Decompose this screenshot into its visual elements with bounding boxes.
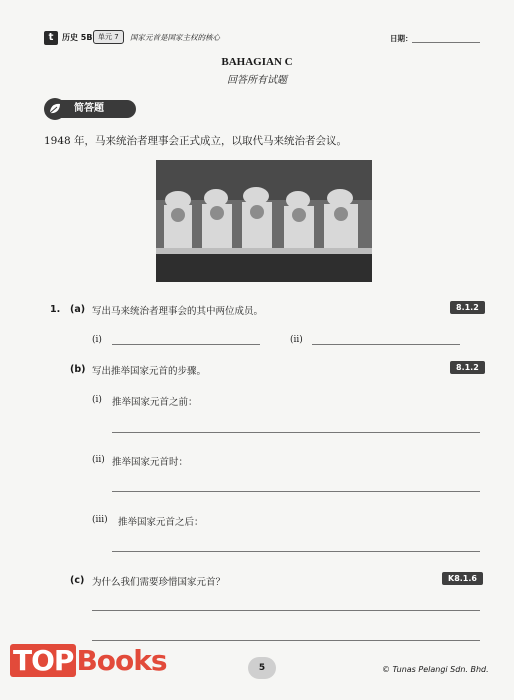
part-b-ii-text: 推举国家元首时： [112, 457, 189, 468]
section-subtitle: 回答所有试题 [227, 75, 287, 86]
page-number: 5 [248, 657, 276, 679]
topbooks-watermark: TOP Books [10, 644, 167, 677]
part-c-answer-line-2[interactable] [92, 640, 480, 641]
date-label: 日期： [390, 34, 413, 43]
unit-badge: 单元 7 [93, 30, 124, 44]
part-a-text: 写出马来统治者理事会的其中两位成员。 [92, 306, 264, 317]
part-b-i-answer-line[interactable] [112, 432, 480, 433]
short-answer-badge [44, 98, 138, 120]
unit-topic: 国家元首是国家主权的核心 [130, 33, 220, 42]
part-a-option-1: (i) [92, 335, 102, 345]
subject-label: 历史 5B [62, 33, 93, 42]
part-c-text: 为什么我们需要珍惜国家元首？ [92, 577, 226, 588]
intro-text: 1948 年，马来统治者理事会正式成立，以取代马来统治者会议。 [44, 135, 348, 147]
part-b-i-text: 推举国家元首之前： [112, 397, 198, 408]
part-b-iii-answer-line[interactable] [112, 551, 480, 552]
part-a-answer-line-1[interactable] [112, 344, 260, 345]
part-a-label: (a) [70, 304, 86, 315]
part-b-ii-label: (ii) [92, 455, 105, 465]
part-b-text: 写出推举国家元首的步骤。 [92, 366, 207, 377]
part-b-ii-answer-line[interactable] [112, 491, 480, 492]
part-a-tag: 8.1.2 [450, 301, 485, 314]
part-b-label: (b) [70, 364, 86, 375]
part-b-iii-text: 推举国家元首之后： [118, 517, 204, 528]
part-c-answer-line-1[interactable] [92, 610, 480, 611]
date-answer-line[interactable] [412, 42, 480, 43]
rulers-council-photo [156, 160, 372, 282]
part-b-iii-label: (iii) [92, 515, 108, 525]
badge-label: 简答题 [58, 100, 136, 118]
part-c-label: (c) [70, 575, 85, 586]
section-title: BAHAGIAN C [221, 56, 293, 68]
part-b-i-label: (i) [92, 395, 102, 405]
copyright-text: © Tunas Pelangi Sdn. Bhd. [382, 665, 489, 674]
publisher-logo: t [44, 31, 58, 45]
part-b-tag: 8.1.2 [450, 361, 485, 374]
part-a-option-2: (ii) [290, 335, 303, 345]
leaf-icon [44, 98, 66, 120]
part-c-tag: K8.1.6 [442, 572, 483, 585]
part-a-answer-line-2[interactable] [312, 344, 460, 345]
question-number: 1. [50, 304, 61, 315]
